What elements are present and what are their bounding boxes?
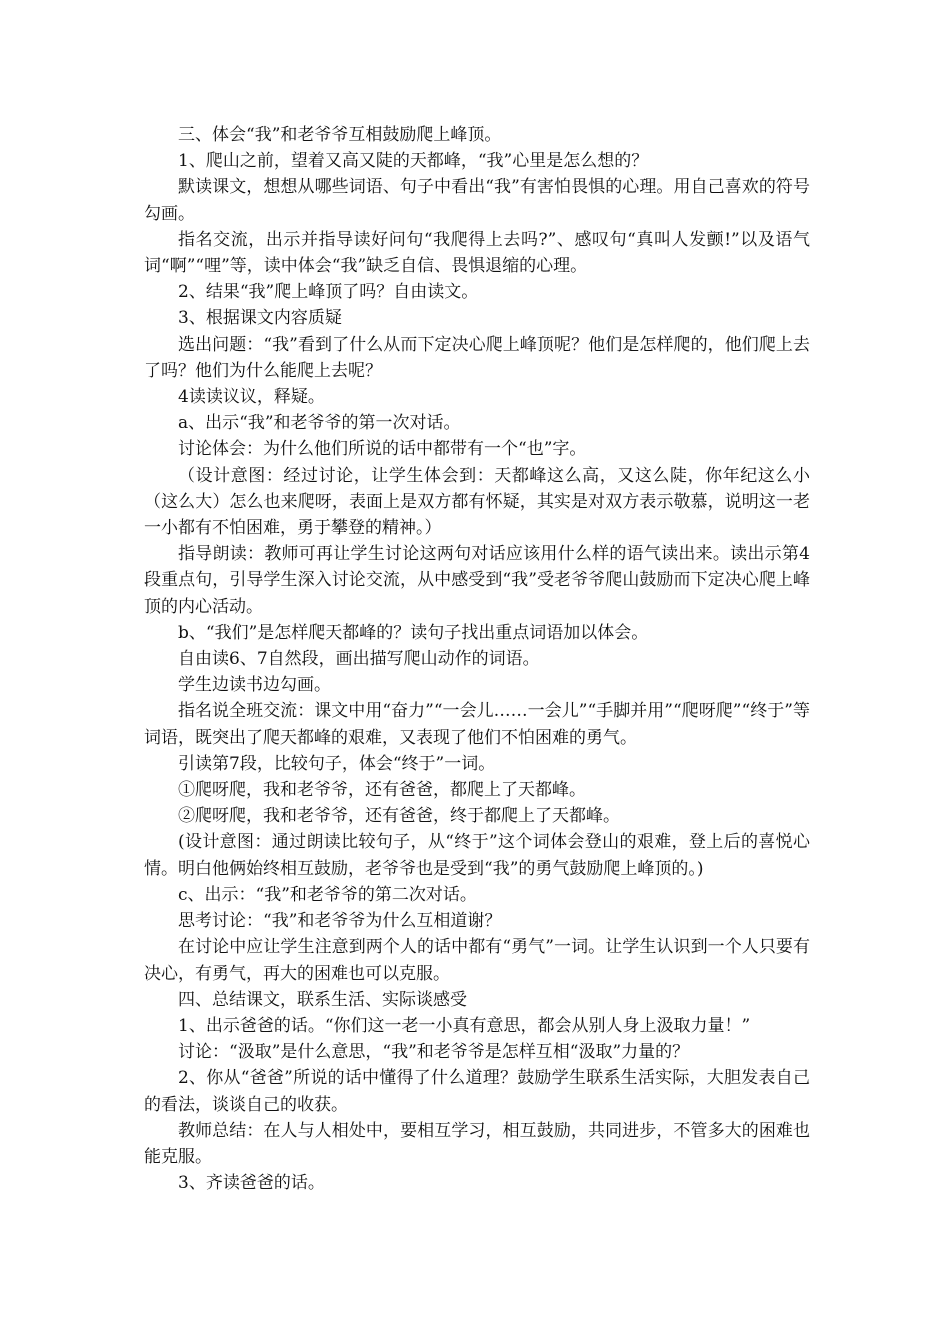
section-heading: 三、体会“我”和老爷爷互相鼓励爬上峰顶。 [178,125,502,145]
paragraph: 默读课文，想想从哪些词语、句子中看出“我”有害怕畏惧的心理。用自己喜欢的符号勾画。 [144,177,810,224]
paragraph: 学生边读书边勾画。 [178,675,331,696]
paragraph: 1、出示爸爸的话。“你们这一老一小真有意思，都会从别人身上汲取力量！” [178,1015,751,1036]
paragraph: （设计意图：经过讨论，让学生体会到：天都峰这么高，又这么陡，你年纪这么小（这么大）怎么也来爬呀，表面上是双方都有怀疑，其实是对双方表示敬慕，说明这一老一小都有不怕困难，勇于攀登的精神。） [144,465,810,539]
paragraph: 选出问题：“我”看到了什么从而下定决心爬上峰顶呢？他们是怎样爬的，他们爬上去了吗？他们为什么能爬上去呢？ [144,334,810,381]
paragraph: 3、齐读爸爸的话。 [178,1173,325,1194]
paragraph: (设计意图：通过朗读比较句子，从“终于”这个词体会登山的艰难，登上后的喜悦心情。明白他俩始终相互鼓励，老爷爷也是受到“我”的勇气鼓励爬上峰顶的。) [144,832,810,879]
paragraph: 1、爬山之前，望着又高又陡的天都峰，“我”心里是怎么想的？ [178,151,649,172]
paragraph: 在讨论中应让学生注意到两个人的话中都有“勇气”一词。让学生认识到一个人只要有决心，有勇气，再大的困难也可以克服。 [144,937,810,984]
paragraph: a、出示“我”和老爷爷的第一次对话。 [178,413,461,434]
paragraph: 4读读议议，释疑。 [178,387,325,408]
paragraph: 指名说全班交流：课文中用“奋力”“一会儿……一会儿”“手脚并用”“爬呀爬”“终于”等词语，既突出了爬天都峰的艰难，又表现了他们不怕困难的勇气。 [144,701,810,748]
paragraph: 2、你从“爸爸”所说的话中懂得了什么道理？鼓励学生联系生活实际，大胆发表自己的看法，谈谈自己的收获。 [144,1068,810,1115]
paragraph: 引读第7段，比较句子，体会“终于”一词。 [178,753,496,774]
paragraph: ②爬呀爬，我和老爷爷，还有爸爸，终于都爬上了天都峰。 [178,806,620,827]
paragraph: b、“我们”是怎样爬天都峰的？读句子找出重点词语加以体会。 [178,622,649,643]
paragraph: 思考讨论：“我”和老爷爷为什么互相道谢？ [178,911,502,932]
paragraph: 3、根据课文内容质疑 [178,308,342,329]
paragraph: 自由读6、7自然段，画出描写爬山动作的词语。 [178,649,540,670]
paragraph: ①爬呀爬，我和老爷爷，还有爸爸，都爬上了天都峰。 [178,780,586,801]
paragraph: 讨论：“汲取”是什么意思，“我”和老爷爷是怎样互相“汲取”力量的？ [178,1042,690,1063]
paragraph: 教师总结：在人与人相处中，要相互学习，相互鼓励，共同进步，不管多大的困难也能克服。 [144,1120,810,1167]
paragraph: c、出示：“我”和老爷爷的第二次对话。 [178,884,477,905]
paragraph: 指名交流，出示并指导读好问句“我爬得上去吗?”、感叹句“真叫人发颤!”以及语气词“啊”“哩”等，读中体会“我”缺乏自信、畏惧退缩的心理。 [144,229,810,277]
section-heading: 四、总结课文，联系生活、实际谈感受 [178,989,467,1010]
paragraph: 2、结果“我”爬上峰顶了吗？自由读文。 [178,282,479,303]
paragraph: 指导朗读：教师可再让学生讨论这两句对话应该用什么样的语气读出来。读出示第4段重点句，引导学生深入讨论交流，从中感受到“我”受老爷爷爬山鼓励而下定决心爬上峰顶的内心活动。 [144,544,810,617]
paragraph: 讨论体会：为什么他们所说的话中都带有一个“也”字。 [178,439,587,460]
document-page [144,122,810,1196]
